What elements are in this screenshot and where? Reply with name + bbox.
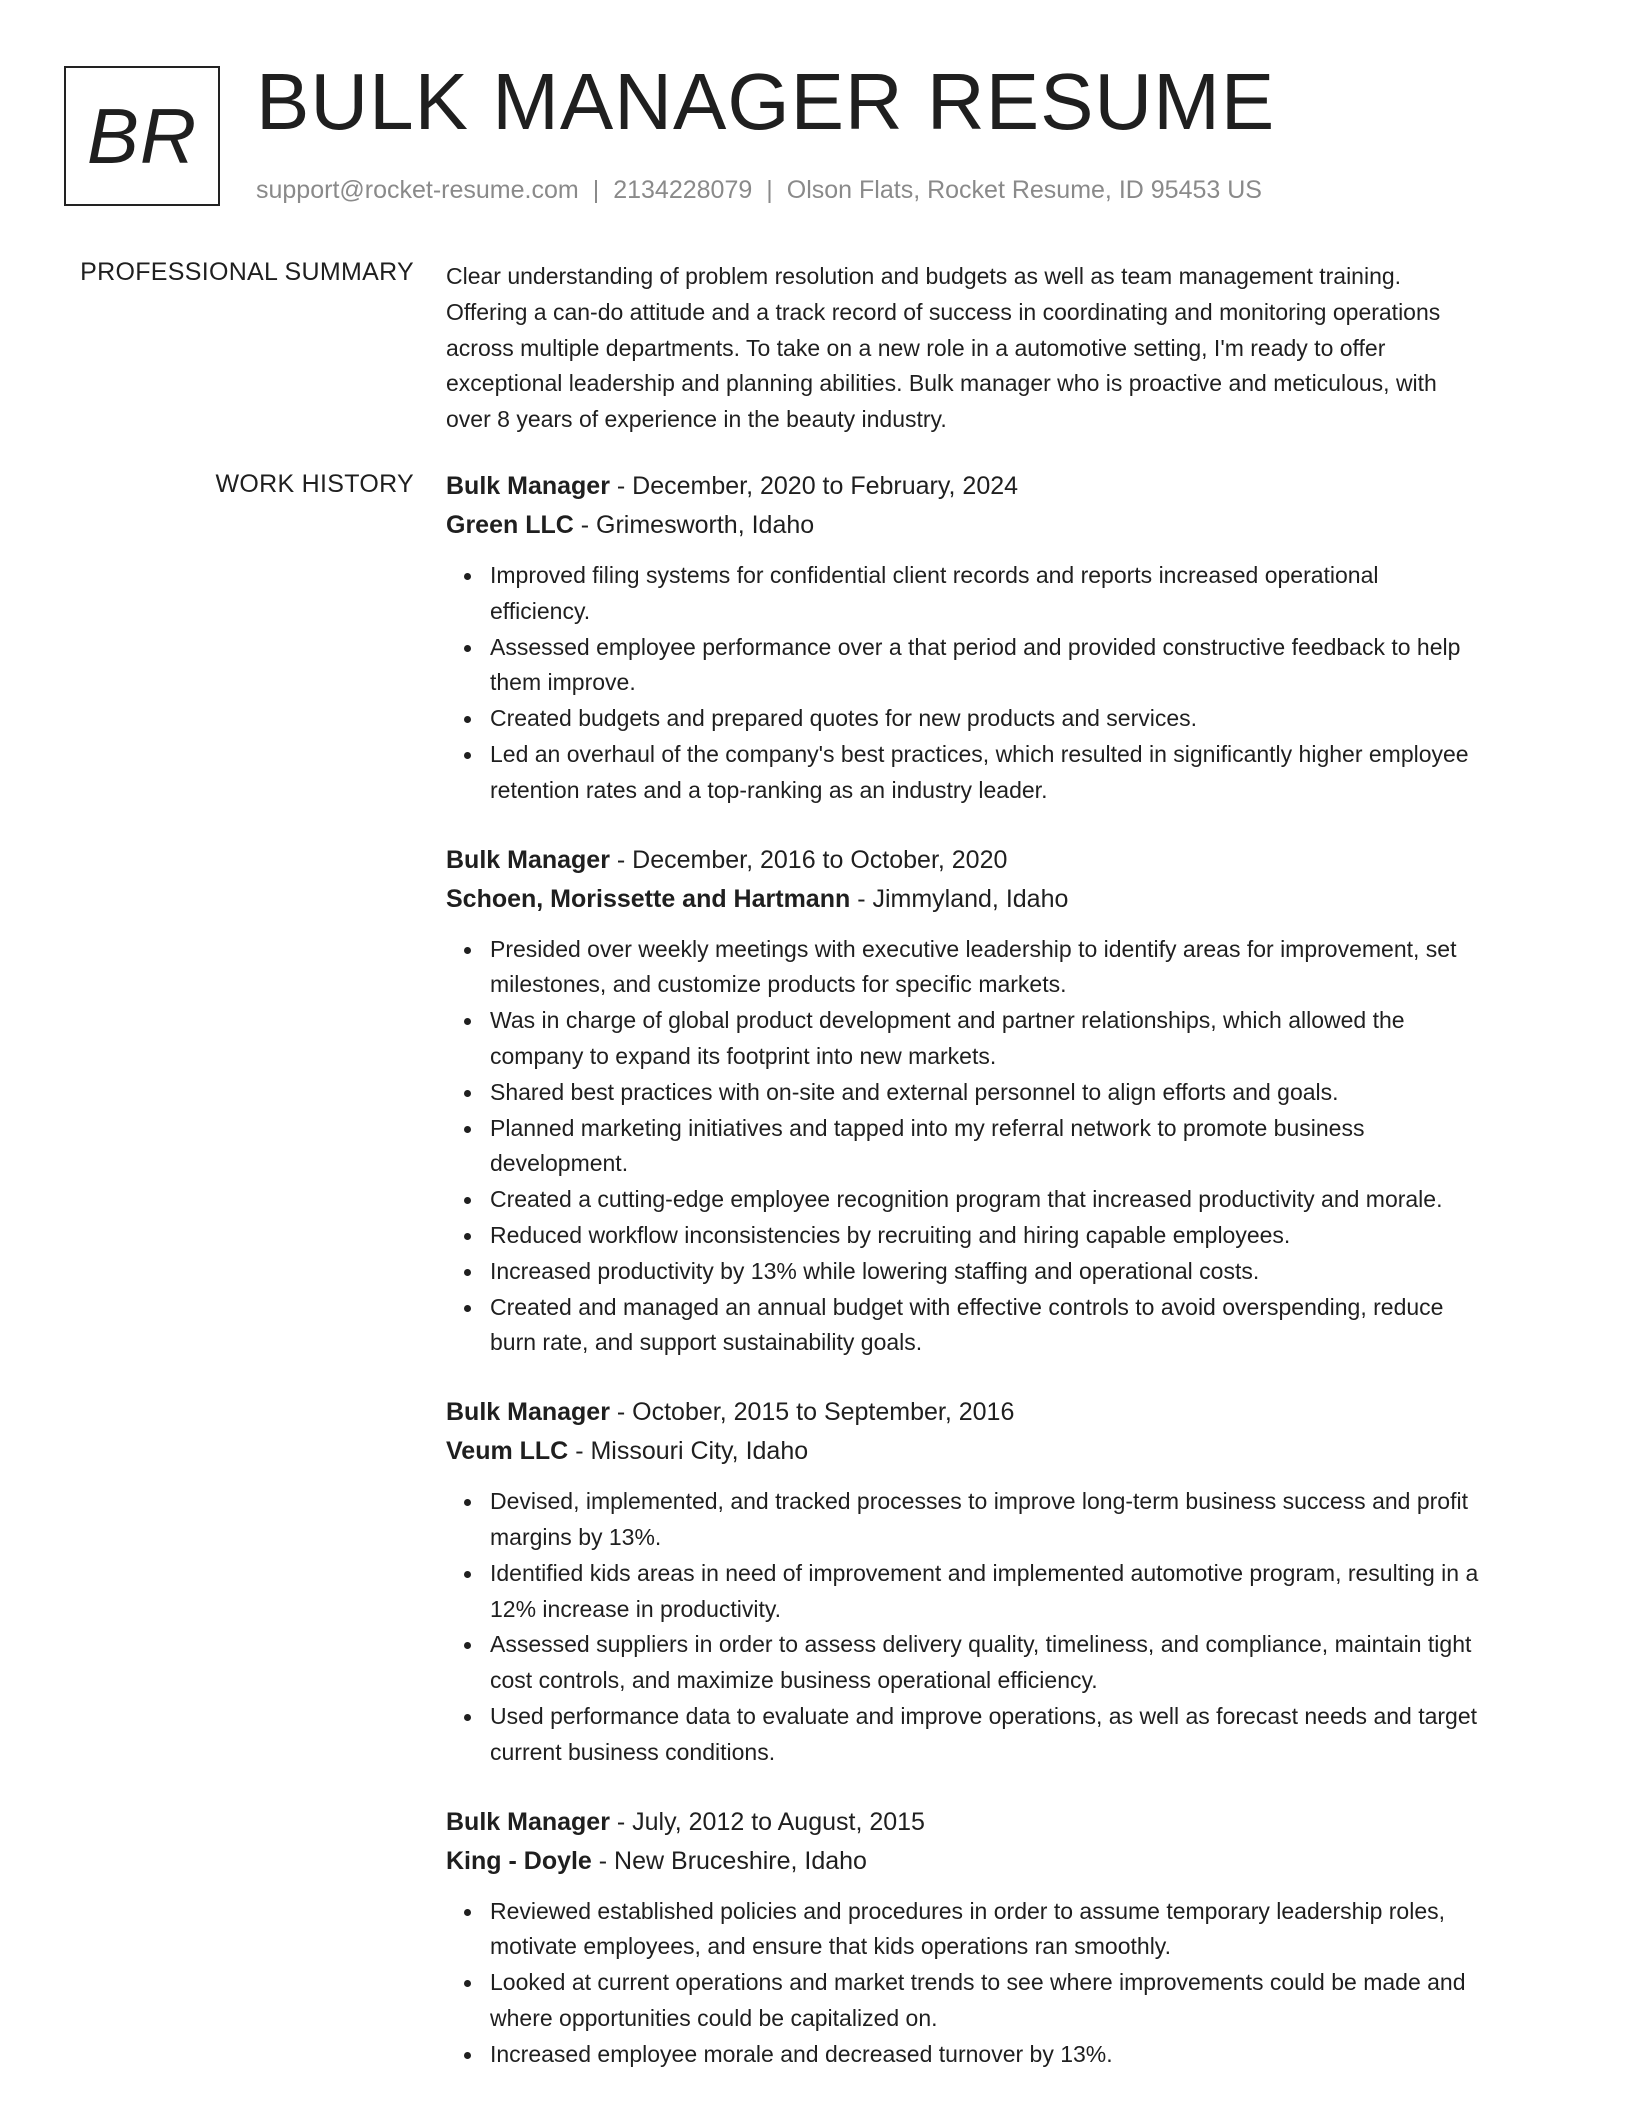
- summary-line: across multiple departments. To take on a new role in a automotive setting, I'm ready to offer: [446, 334, 1386, 361]
- job-bullet-list: [446, 932, 1558, 1362]
- bullet-line: Planned marketing initiatives and tapped into my referral network to promote business: [490, 1114, 1365, 1141]
- bullet-line: development.: [490, 1150, 629, 1177]
- job-entry: [446, 1803, 1558, 2073]
- job-bullet: [490, 1218, 1558, 1254]
- bullet-line: Increased employee morale and decreased turnover by 13%.: [490, 2040, 1113, 2067]
- bullet-line: Devised, implemented, and tracked processes to improve long-term business success and profit: [490, 1488, 1468, 1515]
- job-bullet: [490, 1182, 1558, 1218]
- bullet-line: 12% increase in productivity.: [490, 1595, 782, 1622]
- summary-text: [446, 259, 1558, 438]
- job-company-line: [446, 880, 1558, 919]
- job-dates: - October, 2015 to September, 2016: [609, 1398, 1015, 1427]
- contact-email[interactable]: support@rocket-resume.com: [256, 176, 579, 204]
- job-bullet: [490, 2037, 1558, 2073]
- job-entry: [446, 841, 1558, 1362]
- bullet-line: Increased productivity by 13% while lowering staffing and operational costs.: [490, 1257, 1260, 1284]
- job-bullet: [490, 1484, 1558, 1556]
- bullet-line: Improved filing systems for confidential client records and reports increased operational: [490, 562, 1379, 588]
- contact-line: [256, 174, 1262, 206]
- summary-line: over 8 years of experience in the beauty industry.: [446, 406, 947, 433]
- bullet-line: Reviewed established policies and procedures in order to assume temporary leadership roles,: [490, 1897, 1446, 1924]
- bullet-line: retention rates and a top-ranking as an industry leader.: [490, 776, 1048, 803]
- job-bullet: [490, 1075, 1558, 1111]
- bullet-line: milestones, and customize products for specific markets.: [490, 971, 1067, 998]
- job-company: Schoen, Morissette and Hartmann: [446, 884, 851, 913]
- job-bullet: [490, 558, 1558, 630]
- bullet-line: Used performance data to evaluate and improve operations, as well as forecast needs and target: [490, 1702, 1478, 1729]
- job-bullet: [490, 1254, 1558, 1290]
- bullet-line: Presided over weekly meetings with executive leadership to identify areas for improvement, set: [490, 935, 1457, 962]
- job-title: Bulk Manager: [446, 1807, 610, 1836]
- bullet-line: current business conditions.: [490, 1738, 776, 1765]
- bullet-line: cost controls, and maximize business operational efficiency.: [490, 1667, 1098, 1694]
- work-history-body: [446, 467, 1558, 2105]
- job-company: Green LLC: [446, 511, 574, 539]
- job-title-line: [446, 1393, 1558, 1432]
- bullet-line: Assessed suppliers in order to assess delivery quality, timeliness, and compliance, maintain tight: [490, 1631, 1472, 1658]
- job-bullet: [490, 1699, 1558, 1771]
- summary-body: [446, 259, 1558, 438]
- bullet-line: burn rate, and support sustainability goals.: [490, 1329, 923, 1356]
- job-bullet: [490, 1556, 1558, 1628]
- job-location: - Jimmyland, Idaho: [850, 884, 1069, 913]
- job-bullet: [490, 737, 1558, 809]
- job-company-line: [446, 1842, 1558, 1881]
- summary-heading: PROFESSIONAL SUMMARY: [80, 258, 414, 286]
- contact-separator: |: [592, 176, 600, 204]
- job-title: Bulk Manager: [446, 472, 610, 500]
- job-bullet: [490, 630, 1558, 702]
- job-bullet-list: [446, 558, 1558, 809]
- bullet-line: margins by 13%.: [490, 1523, 662, 1550]
- job-dates: - July, 2012 to August, 2015: [609, 1807, 925, 1836]
- bullet-line: Created budgets and prepared quotes for new products and services.: [490, 705, 1198, 732]
- summary-line: Offering a can-do attitude and a track record of success in coordinating and monitoring operations: [446, 298, 1441, 325]
- bullet-line: Created and managed an annual budget with effective controls to avoid overspending, reduce: [490, 1293, 1444, 1320]
- bullet-line: Reduced workflow inconsistencies by recruiting and hiring capable employees.: [490, 1221, 1291, 1248]
- bullet-line: them improve.: [490, 669, 636, 696]
- job-location: - Missouri City, Idaho: [568, 1437, 809, 1466]
- bullet-line: Assessed employee performance over a that period and provided constructive feedback to help: [490, 633, 1461, 660]
- bullet-line: Identified kids areas in need of improvement and implemented automotive program, resulting in a: [490, 1559, 1479, 1586]
- job-bullet: [490, 932, 1558, 1004]
- job-company-line: [446, 1432, 1558, 1471]
- bullet-line: Created a cutting-edge employee recognition program that increased productivity and morale.: [490, 1186, 1443, 1213]
- job-bullet-list: [446, 1894, 1558, 2073]
- job-bullet: [490, 1894, 1558, 1966]
- bullet-line: Looked at current operations and market trends to see where improvements could be made and: [490, 1969, 1466, 1996]
- bullet-line: where opportunities could be capitalized on.: [490, 2004, 938, 2031]
- resume-title: BULK MANAGER RESUME: [256, 57, 1276, 146]
- summary-line: exceptional leadership and planning abilities. Bulk manager who is proactive and meticulous, with: [446, 370, 1437, 397]
- job-location: - New Bruceshire, Idaho: [591, 1846, 867, 1875]
- job-location: - Grimesworth, Idaho: [573, 511, 815, 539]
- bullet-line: company to expand its footprint into new markets.: [490, 1042, 997, 1069]
- job-entry: [446, 467, 1558, 809]
- job-bullet-list: [446, 1484, 1558, 1770]
- job-company-line: [446, 506, 1558, 545]
- job-company: Veum LLC: [446, 1437, 569, 1466]
- job-title: Bulk Manager: [446, 1398, 610, 1427]
- job-title: Bulk Manager: [446, 845, 610, 874]
- job-title-line: [446, 467, 1558, 506]
- bullet-line: Led an overhaul of the company's best practices, which resulted in significantly higher employee: [490, 740, 1469, 767]
- job-title-line: [446, 1803, 1558, 1842]
- job-bullet: [490, 1111, 1558, 1183]
- contact-address: Olson Flats, Rocket Resume, ID 95453 US: [786, 176, 1262, 204]
- job-bullet: [490, 1965, 1558, 2037]
- bullet-line: efficiency.: [490, 597, 591, 624]
- job-bullet: [490, 1627, 1558, 1699]
- monogram-logo: BR: [64, 66, 220, 206]
- contact-separator: |: [766, 176, 773, 204]
- bullet-line: motivate employees, and ensure that kids operations ran smoothly.: [490, 1933, 1171, 1960]
- job-bullet: [490, 1290, 1558, 1362]
- contact-phone[interactable]: 2134228079: [613, 176, 753, 204]
- job-bullet: [490, 701, 1558, 737]
- job-bullet: [490, 1003, 1558, 1075]
- job-title-line: [446, 841, 1558, 880]
- job-entry: [446, 1393, 1558, 1770]
- job-company: King - Doyle: [446, 1846, 592, 1875]
- bullet-line: Shared best practices with on-site and external personnel to align efforts and goals.: [490, 1078, 1339, 1105]
- job-dates: - December, 2016 to October, 2020: [609, 845, 1008, 874]
- job-dates: - December, 2020 to February, 2024: [609, 472, 1019, 500]
- summary-line: Clear understanding of problem resolution and budgets as well as team management training.: [446, 263, 1402, 289]
- bullet-line: Was in charge of global product development and partner relationships, which allowed the: [490, 1007, 1405, 1034]
- work-history-heading: WORK HISTORY: [215, 470, 414, 498]
